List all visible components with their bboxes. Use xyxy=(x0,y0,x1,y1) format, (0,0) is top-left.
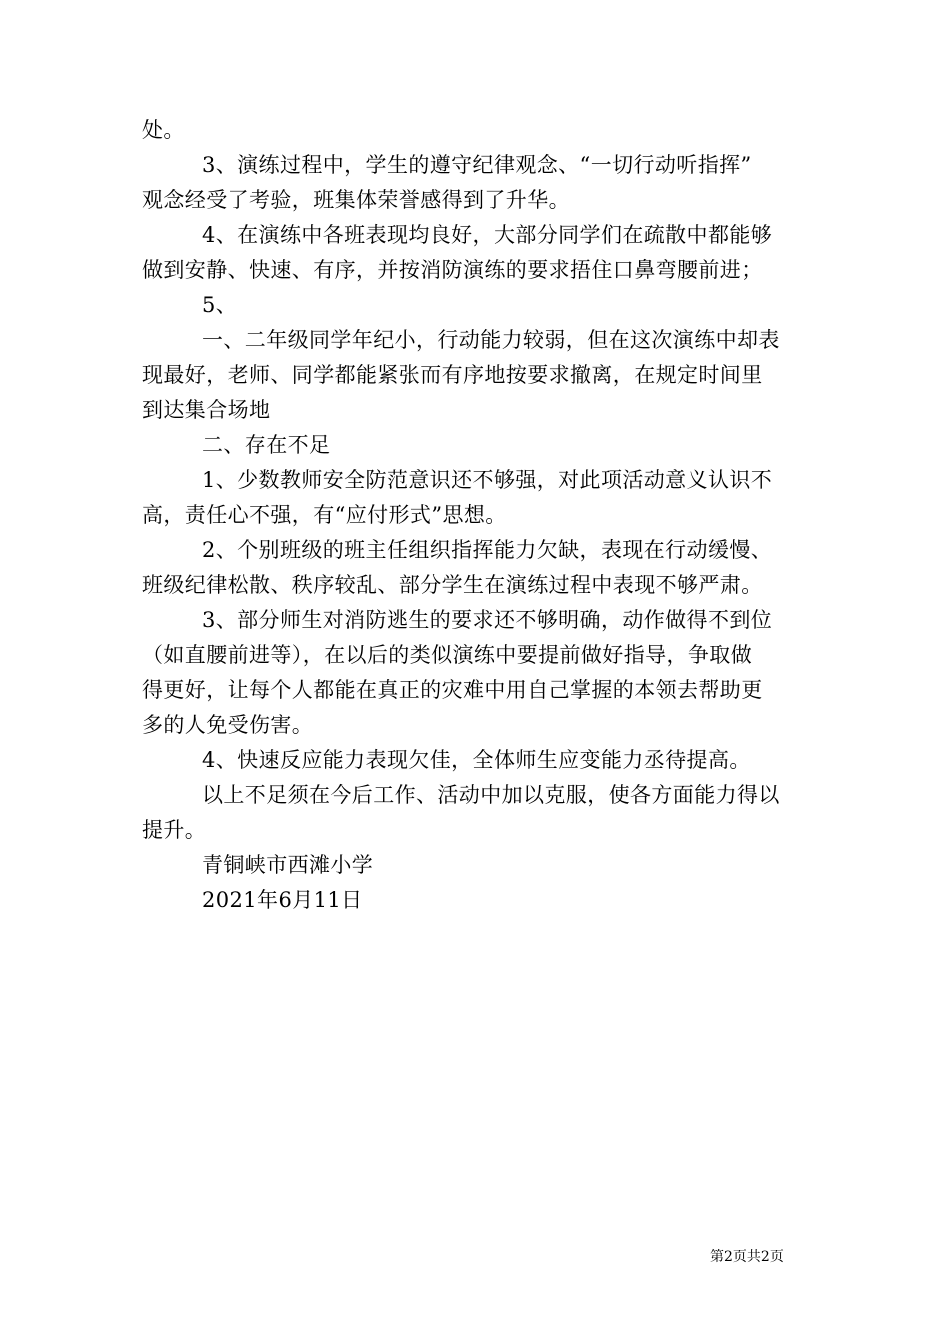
text-line: 提升。 xyxy=(142,818,207,842)
signature-school-name xyxy=(142,848,810,883)
text-line: 高，责任心不强，有“应付形式”思想。 xyxy=(142,503,507,527)
paragraph xyxy=(142,778,810,848)
paragraph xyxy=(142,463,810,533)
text-line: 4、快速反应能力表现欠佳，全体师生应变能力丞待提高。 xyxy=(202,748,751,772)
text-line: （如直腰前进等），在以后的类似演练中要提前做好指导，争取做 xyxy=(142,643,753,667)
text-line: 2、个别班级的班主任组织指挥能力欠缺，表现在行动缓慢、 xyxy=(202,538,773,562)
text-line: 4、在演练中各班表现均良好，大部分同学们在疏散中都能够 xyxy=(202,223,773,247)
paragraph xyxy=(142,218,810,288)
signature-date xyxy=(142,883,810,918)
text-line: 3、演练过程中，学生的遵守纪律观念、“一切行动听指挥” xyxy=(202,153,752,177)
text-line: 处。 xyxy=(142,118,185,142)
text-line: 多的人免受伤害。 xyxy=(142,713,314,737)
paragraph xyxy=(142,533,810,603)
paragraph xyxy=(142,603,810,743)
document-body xyxy=(142,113,810,918)
text-line: 1、少数教师安全防范意识还不够强，对此项活动意义认识不 xyxy=(202,468,773,492)
paragraph xyxy=(142,323,810,428)
paragraph xyxy=(142,148,810,218)
page-number-footer: 第2页共2页 xyxy=(710,1249,784,1265)
text-line: 青铜峡市西滩小学 xyxy=(202,853,374,877)
paragraph xyxy=(142,113,810,148)
text-line: 一、二年级同学年纪小，行动能力较弱，但在这次演练中却表 xyxy=(202,328,780,352)
text-line: 2021年6月11日 xyxy=(202,888,363,912)
section-heading xyxy=(142,428,810,463)
text-line: 5、 xyxy=(202,293,238,317)
text-line: 班级纪律松散、秩序较乱、部分学生在演练过程中表现不够严肃。 xyxy=(142,573,763,597)
paragraph xyxy=(142,743,810,778)
text-line: 做到安静、快速、有序，并按消防演练的要求捂住口鼻弯腰前进； xyxy=(142,258,763,282)
paragraph xyxy=(142,288,810,323)
text-line: 到达集合场地 xyxy=(142,398,271,422)
text-line: 3、部分师生对消防逃生的要求还不够明确，动作做得不到位 xyxy=(202,608,773,632)
text-line: 二、存在不足 xyxy=(202,433,331,457)
text-line: 观念经受了考验，班集体荣誉感得到了升华。 xyxy=(142,188,570,212)
text-line: 现最好，老师、同学都能紧张而有序地按要求撤离，在规定时间里 xyxy=(142,363,763,387)
text-line: 以上不足须在今后工作、活动中加以克服，使各方面能力得以 xyxy=(202,783,780,807)
text-line: 得更好，让每个人都能在真正的灾难中用自己掌握的本领去帮助更 xyxy=(142,678,763,702)
